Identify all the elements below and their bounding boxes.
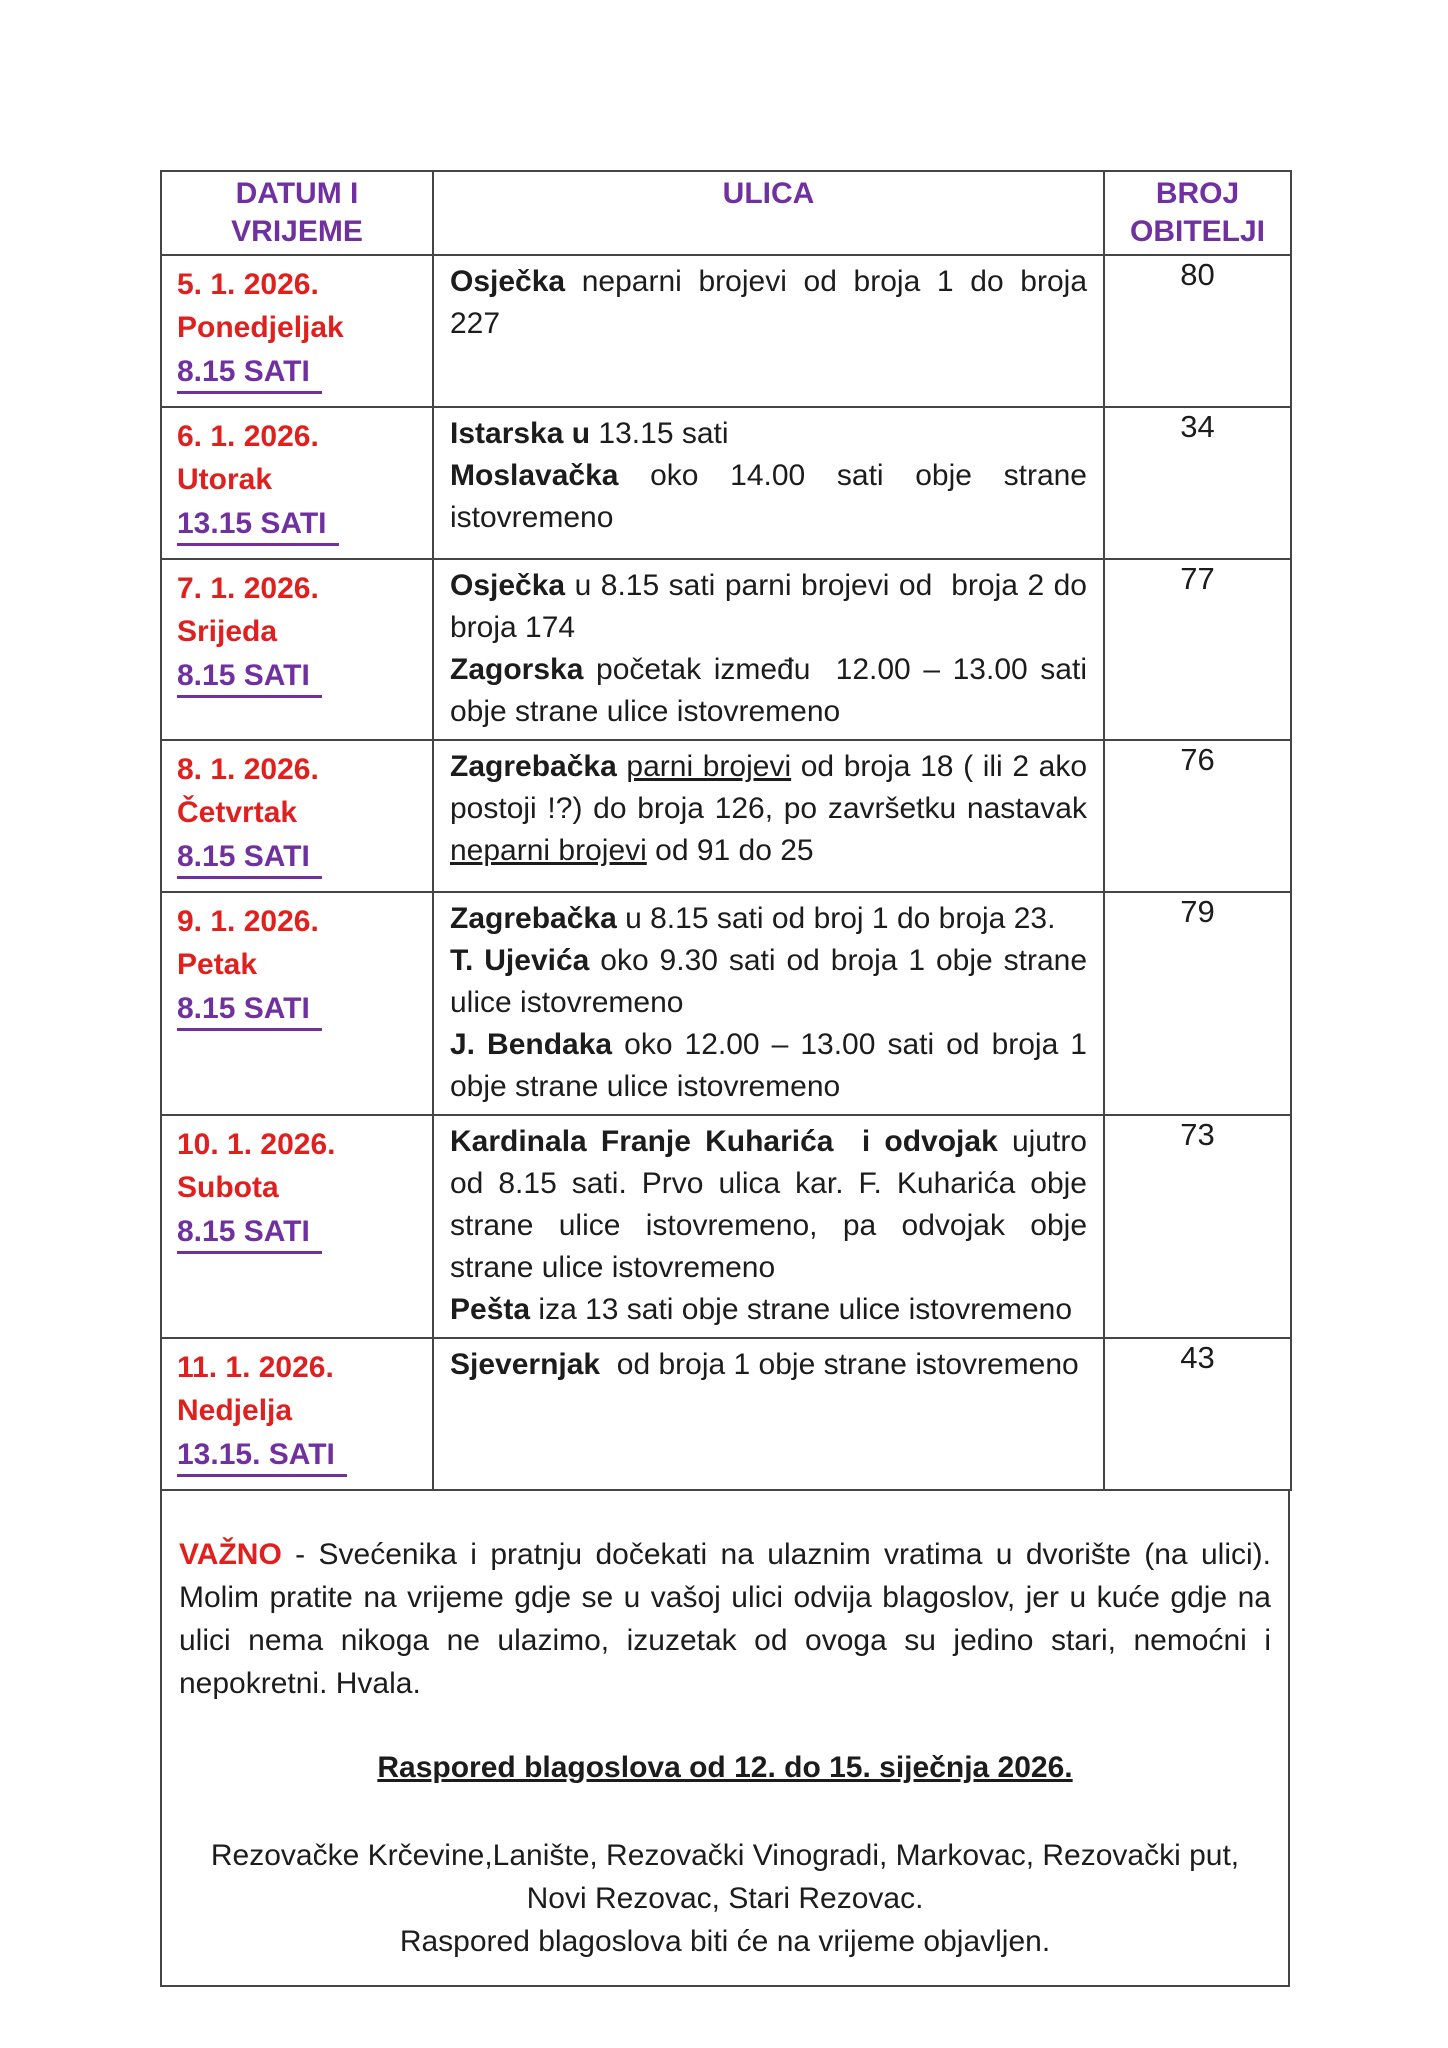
- date-cell: [161, 407, 433, 559]
- notes-box: [160, 1489, 1290, 1987]
- day-text: Ponedjeljak: [177, 311, 344, 344]
- families-value: 34: [1180, 409, 1215, 444]
- families-cell: [1104, 559, 1291, 740]
- streets-cell: [433, 407, 1104, 559]
- street-segment: J. Bendaka: [450, 1028, 613, 1061]
- street-segment: neparni brojevi od broja 1 do broja 227: [450, 265, 1087, 340]
- schedule-heading-text: Raspored blagoslova od 12. do 15. siječnja 2026.: [377, 1751, 1073, 1784]
- streets-cell: [433, 1115, 1104, 1338]
- street-paragraph: [450, 649, 1087, 733]
- street-segment: Zagrebačka: [450, 902, 617, 935]
- document-content: [160, 170, 1290, 1987]
- time-wrap: [177, 502, 424, 546]
- schedule-table-body: [161, 255, 1291, 1490]
- street-segment: T. Ujevića: [450, 944, 590, 977]
- table-row: [161, 255, 1291, 407]
- street-segment: Istarska u: [450, 417, 591, 450]
- schedule-table: [160, 170, 1292, 1491]
- table-row: [161, 559, 1291, 740]
- street-paragraph: [450, 1121, 1087, 1289]
- street-paragraph: [450, 1344, 1087, 1386]
- street-segment: oko 9.30 sati od broja 1 obje strane ulice istovremeno: [450, 944, 1088, 1019]
- date-text: 6. 1. 2026.: [177, 420, 319, 453]
- table-row: [161, 892, 1291, 1115]
- time-wrap: [177, 1210, 424, 1254]
- families-value: 73: [1180, 1117, 1215, 1152]
- day-text: Subota: [177, 1171, 279, 1204]
- table-row: [161, 740, 1291, 892]
- header-broj-obitelji: BROJ OBITELJI: [1104, 171, 1291, 255]
- streets-cell: [433, 740, 1104, 892]
- families-cell: [1104, 892, 1291, 1115]
- date-cell: [161, 1115, 433, 1338]
- families-value: 76: [1180, 742, 1215, 777]
- street-segment: Osječka: [450, 265, 566, 298]
- street-segment: oko 14.00 sati obje strane istovremeno: [450, 459, 1087, 534]
- street-paragraph: [450, 413, 1087, 455]
- street-segment: Kardinala Franje Kuharića i odvojak: [450, 1125, 998, 1158]
- street-segment: ujutro od 8.15 sati. Prvo ulica kar. F. Kuharića obje strane ulice istovremeno, pa odvojak obje strane ulice istovremeno: [450, 1125, 1087, 1284]
- time-wrap: [177, 654, 424, 698]
- time-wrap: [177, 987, 424, 1031]
- street-paragraph: [450, 1289, 1087, 1331]
- time-text: 13.15 SATI: [177, 504, 339, 546]
- families-cell: [1104, 740, 1291, 892]
- day-text: Nedjelja: [177, 1394, 293, 1427]
- street-paragraph: [450, 261, 1087, 345]
- street-segment: Zagorska: [450, 653, 584, 686]
- date-text: 8. 1. 2026.: [177, 753, 319, 786]
- street-segment: oko 12.00 – 13.00 sati od broja 1 obje strane ulice istovremeno: [450, 1028, 1087, 1103]
- date-cell: [161, 559, 433, 740]
- families-cell: [1104, 1338, 1291, 1490]
- villages-text: Rezovačke Krčevine,Lanište, Rezovački Vinogradi, Markovac, Rezovački put, Novi Rezovac, Stari Rezovac.: [210, 1839, 1240, 1915]
- families-value: 79: [1180, 894, 1215, 929]
- street-segment: početak između 12.00 – 13.00 sati obje strane ulice istovremeno: [450, 653, 1087, 728]
- header-datum-vrijeme: DATUM I VRIJEME: [161, 171, 433, 255]
- time-text: 8.15 SATI: [177, 352, 322, 394]
- street-segment: Sjevernjak: [450, 1348, 601, 1381]
- time-wrap: [177, 350, 424, 394]
- street-segment: od broja 1 obje strane istovremeno: [600, 1348, 1079, 1381]
- street-paragraph: [450, 746, 1087, 872]
- date-text: 10. 1. 2026.: [177, 1128, 336, 1161]
- day-text: Utorak: [177, 463, 273, 496]
- street-segment: od 91 do 25: [646, 834, 814, 867]
- date-cell: [161, 740, 433, 892]
- date-cell: [161, 255, 433, 407]
- street-paragraph: [450, 455, 1087, 539]
- important-note-label: VAŽNO: [179, 1538, 282, 1571]
- street-segment: Osječka: [450, 569, 566, 602]
- street-segment: parni brojevi: [626, 750, 792, 783]
- time-wrap: [177, 1433, 424, 1477]
- day-text: Četvrtak: [177, 796, 298, 829]
- day-text: Srijeda: [177, 615, 278, 648]
- street-segment: neparni brojevi: [450, 834, 647, 867]
- date-text: 9. 1. 2026.: [177, 905, 319, 938]
- table-row: [161, 1338, 1291, 1490]
- families-cell: [1104, 255, 1291, 407]
- time-wrap: [177, 835, 424, 879]
- street-segment: od broja 18 ( ili 2 ako postoji !?) do broja 126, po završetku nastavak: [450, 750, 1087, 825]
- streets-cell: [433, 559, 1104, 740]
- day-text: Petak: [177, 948, 258, 981]
- time-text: 13.15. SATI: [177, 1435, 347, 1477]
- families-cell: [1104, 1115, 1291, 1338]
- streets-cell: [433, 1338, 1104, 1490]
- street-segment: Moslavačka: [450, 459, 619, 492]
- street-segment: Pešta: [450, 1293, 531, 1326]
- families-value: 80: [1180, 257, 1215, 292]
- street-paragraph: [450, 1024, 1087, 1108]
- streets-cell: [433, 255, 1104, 407]
- date-cell: [161, 892, 433, 1115]
- time-text: 8.15 SATI: [177, 989, 322, 1031]
- announcement-text: Raspored blagoslova biti će na vrijeme objavljen.: [399, 1925, 1051, 1958]
- streets-cell: [433, 892, 1104, 1115]
- street-segment: u 8.15 sati od broj 1 do broja 23.: [616, 902, 1056, 935]
- street-paragraph: [450, 565, 1087, 649]
- families-value: 43: [1180, 1340, 1215, 1375]
- table-header-row: [161, 171, 1291, 255]
- date-text: 11. 1. 2026.: [177, 1351, 334, 1384]
- street-segment: iza 13 sati obje strane ulice istovremeno: [530, 1293, 1073, 1326]
- important-note: [179, 1533, 1271, 1705]
- street-segment: [617, 750, 627, 783]
- street-segment: u 8.15 sati parni brojevi od broja 2 do broja 174: [450, 569, 1087, 644]
- time-text: 8.15 SATI: [177, 837, 322, 879]
- street-segment: Zagrebačka: [450, 750, 617, 783]
- table-row: [161, 407, 1291, 559]
- time-text: 8.15 SATI: [177, 1212, 322, 1254]
- table-row: [161, 1115, 1291, 1338]
- street-segment: 13.15 sati: [590, 417, 729, 450]
- header-ulica: ULICA: [433, 171, 1104, 255]
- schedule-heading: [179, 1746, 1271, 1789]
- street-paragraph: [450, 940, 1087, 1024]
- families-value: 77: [1180, 561, 1215, 596]
- families-cell: [1104, 407, 1291, 559]
- important-note-text: - Svećenika i pratnju dočekati na ulaznim vratima u dvorište (na ulici). Molim pratite na vrijeme gdje se u vašoj ulici odvija blagoslov, jer u kuće gdje na ulici nema nikoga ne ulazimo, izuzetak od ovoga su jedino stari, nemoćni i nepokretni. Hvala.: [179, 1538, 1271, 1700]
- time-text: 8.15 SATI: [177, 656, 322, 698]
- date-text: 5. 1. 2026.: [177, 268, 319, 301]
- date-text: 7. 1. 2026.: [177, 572, 319, 605]
- date-cell: [161, 1338, 433, 1490]
- street-paragraph: [450, 898, 1087, 940]
